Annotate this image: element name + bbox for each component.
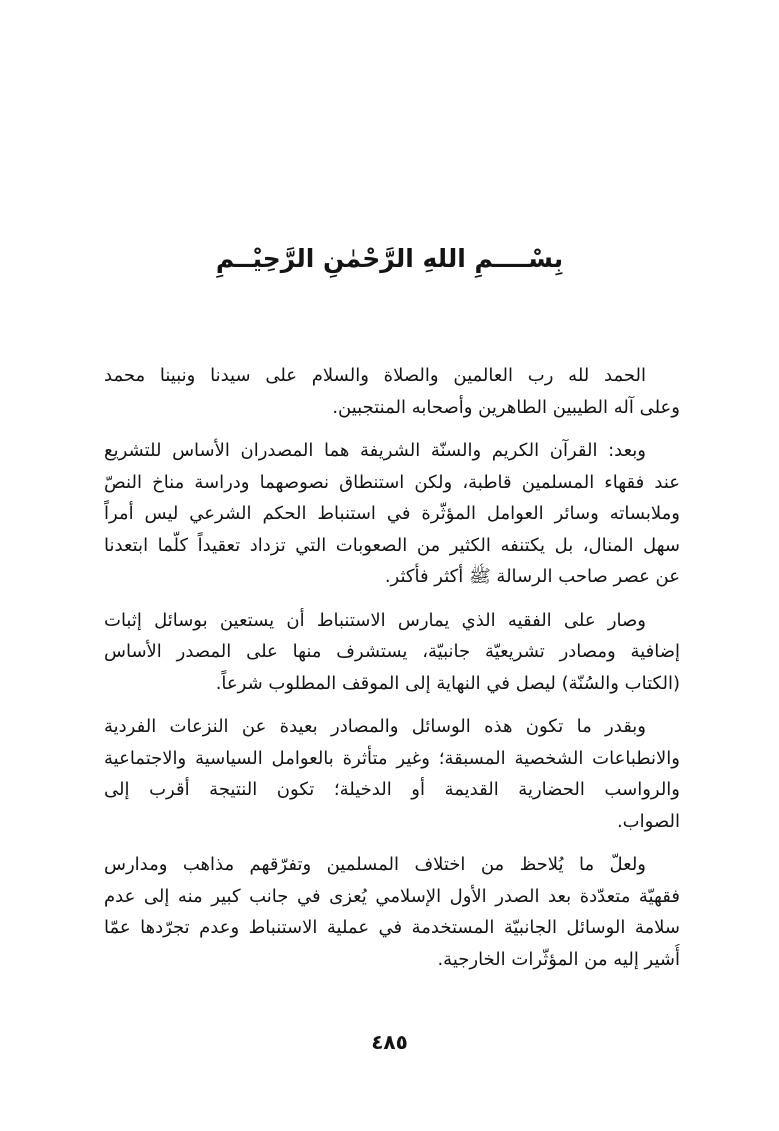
text-line: وصار على الفقيه الذي يمارس الاستنباط أن يستعين بوسائل إثبات [104,609,646,631]
paragraph-1 [104,360,680,423]
text-line: عند فقهاء المسلمين قاطبة، ولكن استنطاق نصوصهما ودراسة مناخ النصّ [104,471,680,493]
body-text [104,360,680,987]
text-line: والانطباعات الشخصية المسبقة؛ وغير متأثرة بالعوامل السياسية والاجتماعية [104,747,680,769]
text-line: فقهيّة متعدّدة بعد الصدر الأول الإسلامي يُعزى في جانب كبير منه إلى عدم [104,885,680,907]
text-line: وبقدر ما تكون هذه الوسائل والمصادر بعيدة عن النزعات الفردية [104,716,646,737]
text-line: وملابساته وسائر العوامل المؤثّرة في استنباط الحكم الشرعي ليس أمراً [104,503,680,524]
text-line: سلامة الوسائل الجانبيّة المستخدمة في عملية الاستنباط وعدم تجرّدها عمّا [104,917,680,938]
page-number: ٤٨٥ [371,1030,408,1054]
text-line: وعلى آله الطيبين الطاهرين وأصحابه المنتجبين. [332,396,680,418]
text-line: وبعد: القرآن الكريم والسنّة الشريفة هما المصدران الأساس للتشريع [104,440,646,461]
text-line: (الكتاب والسُنّة) ليصل في النهاية إلى الموقف المطلوب شرعاً. [215,672,680,694]
paragraph-2 [104,435,680,593]
text-line: أُشير إليه من المؤثّرات الخارجية. [437,948,680,970]
text-line: والرواسب الحضارية القديمة أو الدخيلة؛ تكون النتيجة أقرب إلى [104,779,680,800]
paragraph-3 [104,605,680,700]
text-line: إضافية ومصادر تشريعيّة جانبيّة، يستشرف منها على المصدر الأساس [104,641,680,662]
paragraph-5 [104,849,680,975]
paragraph-4 [104,711,680,837]
text-line: سهل المنال، بل يكتنفه الكثير من الصعوبات التي تزداد تعقيداً كلّما ابتعدنا [104,534,680,556]
text-line: عن عصر صاحب الرسالة ﷺ أكثر فأكثر. [384,566,680,587]
basmala-heading: بِسْــــمِ اللهِ الرَّحْمٰنِ الرَّحِيْــمِ [215,244,564,273]
text-line: ولعلّ ما يُلاحظ من اختلاف المسلمين وتفرّقهم مذاهب ومدارس [104,854,646,875]
text-line: الحمد لله رب العالمين والصلاة والسلام على سيدنا ونبينا محمد [104,365,646,386]
text-line: الصواب. [616,810,680,832]
